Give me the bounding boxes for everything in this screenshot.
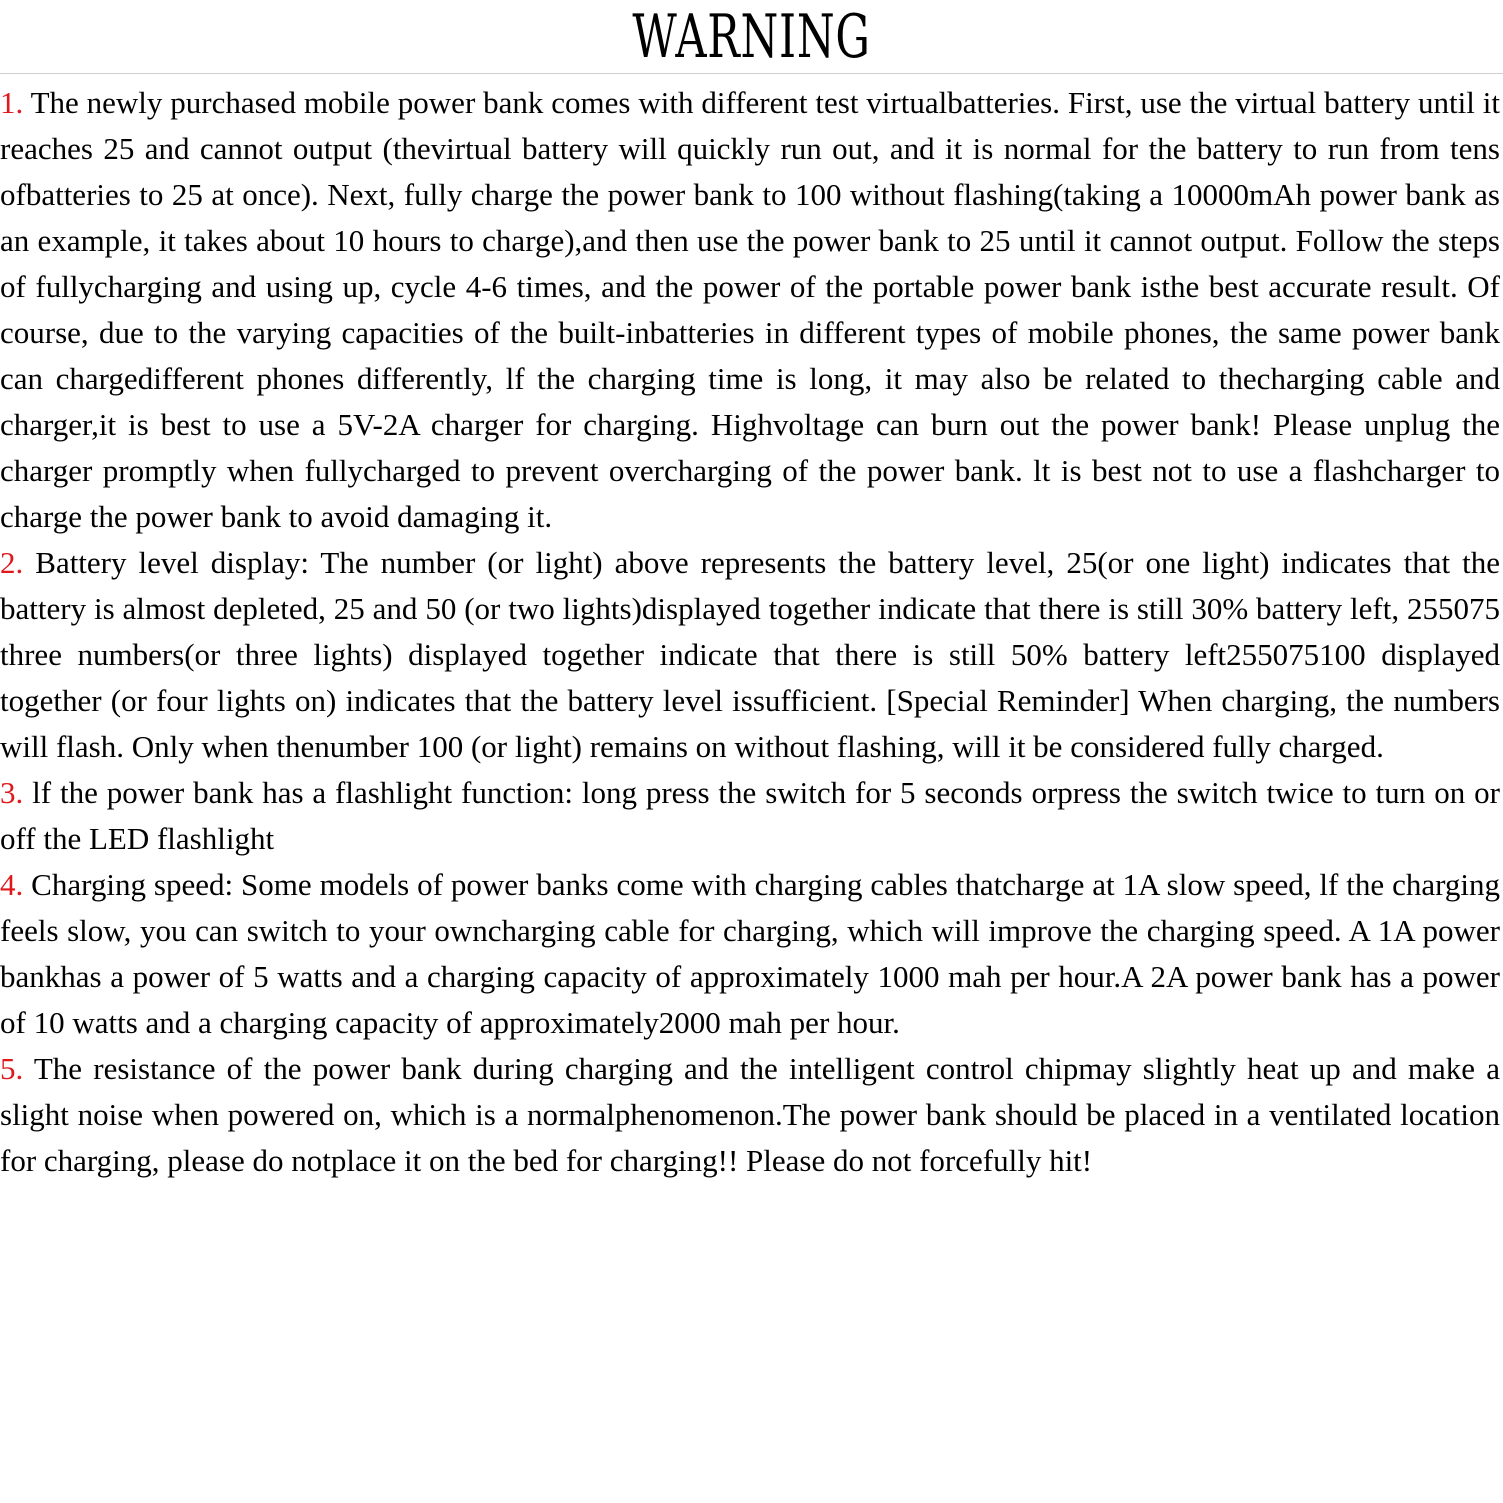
item-text: The resistance of the power bank during charging and the intelligent control chipmay slightly heat up and make a slight noise when powered on, which is a normalphenomenon.The power bank should be placed in a ventilated location for charging, please do notplace it on the bed for charging!! Please do not forcefully hit!	[0, 1051, 1500, 1178]
item-text: Charging speed: Some models of power banks come with charging cables thatcharge at 1A slow speed, lf the charging feels slow, you can switch to your owncharging cable for charging, which will improve the charging speed. A 1A power bankhas a power of 5 watts and a charging capacity of approximately 1000 mah per hour.A 2A power bank has a power of 10 watts and a charging capacity of approximately2000 mah per hour.	[0, 867, 1500, 1040]
title-divider	[0, 73, 1503, 74]
item-number: 2.	[0, 545, 24, 580]
item-number: 1.	[0, 85, 24, 120]
warning-item-4	[0, 862, 1500, 1046]
item-number: 5.	[0, 1051, 24, 1086]
item-text: The newly purchased mobile power bank comes with different test virtualbatteries. First, use the virtual battery until it reaches 25 and cannot output (thevirtual battery will quickly run out, and it is normal for the battery to run from tens ofbatteries to 25 at once). Next, fully charge the power bank to 100 without flashing(taking a 10000mAh power bank as an example, it takes about 10 hours to charge),and then use the power bank to 25 until it cannot output. Follow the steps of fullycharging and using up, cycle 4-6 times, and the power of the portable power bank isthe best accurate result. Of course, due to the varying capacities of the built-inbatteries in different types of mobile phones, the same power bank can chargedifferent phones differently, lf the charging time is long, it may also be related to thecharging cable and charger,it is best to use a 5V-2A charger for charging. Highvoltage can burn out the power bank! Please unplug the charger promptly when fullycharged to prevent overcharging of the power bank. lt is best not to use a flashcharger to charge the power bank to avoid damaging it.	[0, 85, 1500, 534]
warning-item-3	[0, 770, 1500, 862]
item-number: 3.	[0, 775, 24, 810]
warning-item-2	[0, 540, 1500, 770]
item-text: lf the power bank has a flashlight function: long press the switch for 5 seconds orpress the switch twice to turn on or off the LED flashlight	[0, 775, 1500, 856]
warning-item-1	[0, 80, 1500, 540]
item-number: 4.	[0, 867, 24, 902]
page-title: WARNING	[632, 2, 871, 72]
item-text: Battery level display: The number (or light) above represents the battery level, 25(or one light) indicates that the battery is almost depleted, 25 and 50 (or two lights)displayed together indicate that there is still 30% battery left, 255075 three numbers(or three lights) displayed together indicate that there is still 50% battery left255075100 displayed together (or four lights on) indicates that the battery level issufficient. [Special Reminder] When charging, the numbers will flash. Only when thenumber 100 (or light) remains on without flashing, will it be considered fully charged.	[0, 545, 1500, 764]
warning-list	[0, 80, 1500, 1184]
warning-item-5	[0, 1046, 1500, 1184]
